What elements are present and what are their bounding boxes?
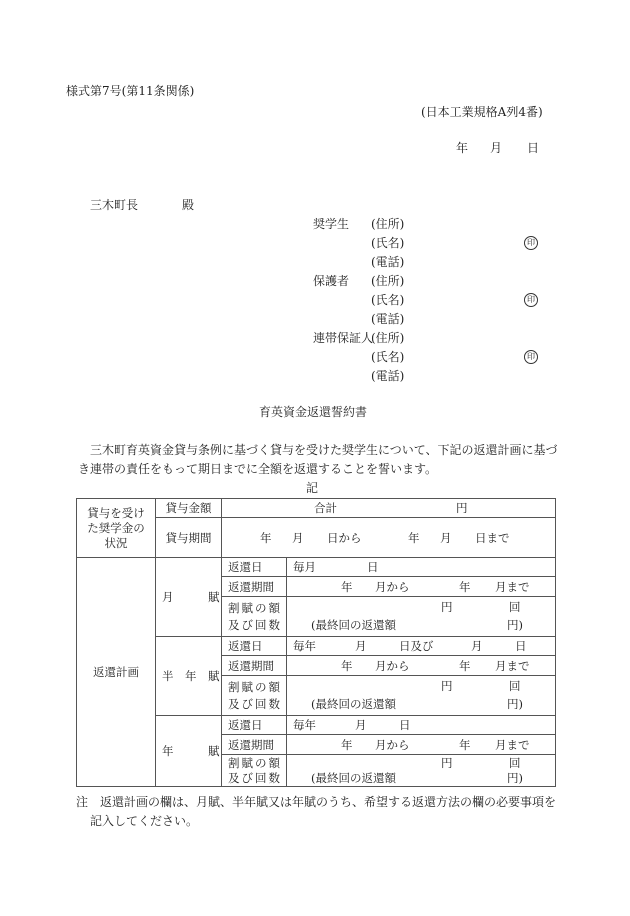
phone-field-label[interactable]: (電話)	[371, 312, 405, 326]
seal-icon: 印	[524, 236, 538, 250]
period-part: 月まで	[495, 659, 530, 673]
address-field-label[interactable]: (住所)	[371, 217, 405, 231]
period-part: 年	[459, 738, 471, 752]
period-part: 年	[459, 580, 471, 594]
date-part: 日	[399, 718, 411, 732]
seal-icon: 印	[524, 350, 538, 364]
total-label: 合計	[314, 501, 337, 515]
name-field-label[interactable]: (氏名)	[371, 293, 405, 307]
date-part: 毎年	[293, 718, 316, 732]
loan-status-label	[77, 499, 156, 558]
repayment-table	[76, 498, 556, 787]
installment-label	[222, 676, 287, 716]
party-role: 奨学生	[313, 217, 350, 231]
date-part: 毎月	[293, 560, 316, 574]
period-part: 年	[341, 659, 353, 673]
name-field-label[interactable]: (氏名)	[371, 350, 405, 364]
ki-heading: 記	[306, 481, 319, 495]
period-part: 年	[341, 580, 353, 594]
date-part: 日	[515, 639, 527, 653]
count-unit: 回	[509, 600, 521, 614]
yen-unit: 円	[441, 756, 453, 770]
date-part: 毎年	[293, 639, 316, 653]
repayment-date-cell[interactable]	[287, 716, 556, 735]
note-line2: 記入してください。	[90, 814, 199, 828]
final-amount-label: (最終回の返還額	[311, 771, 396, 785]
label-line: た奨学金の	[87, 520, 145, 535]
installment-label	[222, 597, 287, 637]
phone-field-label[interactable]: (電話)	[371, 255, 405, 269]
party-role: 連帯保証人	[313, 331, 374, 345]
repayment-period-label: 返還期間	[222, 577, 287, 597]
date-part: 月	[355, 718, 367, 732]
label-line: 割賦の額	[228, 679, 282, 694]
date-part: 月	[471, 639, 483, 653]
method-monthly: 月 賦	[156, 558, 222, 637]
repayment-period-label: 返還期間	[222, 735, 287, 755]
final-amount-label: (最終回の返還額	[311, 618, 396, 632]
party-role: 保護者	[313, 274, 350, 288]
repayment-date-label: 返還日	[222, 558, 287, 577]
installment-cell[interactable]	[287, 597, 556, 637]
period-part: 月	[292, 531, 304, 545]
period-part: 月まで	[495, 738, 530, 752]
period-part: 月まで	[495, 580, 530, 594]
repayment-date-label: 返還日	[222, 716, 287, 735]
date-part: 日	[367, 560, 379, 574]
label-line: 及び回数	[228, 617, 282, 632]
installment-label	[222, 755, 287, 787]
repayment-period-cell[interactable]	[287, 735, 556, 755]
addressee-name: 三木町長	[90, 198, 139, 212]
date-day-label: 日	[527, 141, 540, 155]
date-part: 月	[355, 639, 367, 653]
paper-size-note: (日本工業規格A列4番)	[421, 105, 543, 119]
yen-unit: 円	[441, 600, 453, 614]
period-part: 日まで	[475, 531, 510, 545]
phone-field-label[interactable]: (電話)	[371, 369, 405, 383]
loan-period-label: 貸与期間	[156, 518, 222, 558]
repayment-period-cell[interactable]	[287, 577, 556, 597]
repayment-period-label: 返還期間	[222, 656, 287, 676]
repayment-plan-label: 返還計画	[77, 558, 156, 787]
loan-period-cell[interactable]	[222, 518, 556, 558]
body-text-line1: 三木町育英資金貸与条例に基づく貸与を受けた奨学生について、下記の返還計画に基づ	[90, 443, 558, 457]
label-line: 及び回数	[228, 770, 282, 785]
date-year-label: 年	[456, 141, 469, 155]
count-unit: 回	[509, 679, 521, 693]
label-line: 割賦の額	[228, 600, 282, 615]
period-part: 月から	[375, 659, 410, 673]
yen-unit: 円	[441, 679, 453, 693]
name-field-label[interactable]: (氏名)	[371, 236, 405, 250]
loan-amount-label: 貸与金額	[156, 499, 222, 518]
repayment-period-cell[interactable]	[287, 656, 556, 676]
note-line1: 注 返還計画の欄は、月賦、半年賦又は年賦のうち、希望する返還方法の欄の必要事項を	[76, 795, 557, 809]
installment-cell[interactable]	[287, 676, 556, 716]
installment-cell[interactable]	[287, 755, 556, 787]
period-part: 日から	[327, 531, 362, 545]
label-line: 割賦の額	[228, 755, 282, 770]
period-part: 月から	[375, 738, 410, 752]
period-part: 年	[459, 659, 471, 673]
yen-unit: 円	[456, 501, 468, 515]
date-part: 日及び	[399, 639, 434, 653]
document-title: 育英資金返還誓約書	[259, 405, 368, 419]
final-amount-unit: 円)	[507, 697, 523, 711]
final-amount-unit: 円)	[507, 771, 523, 785]
final-amount-unit: 円)	[507, 618, 523, 632]
address-field-label[interactable]: (住所)	[371, 274, 405, 288]
method-annual: 年 賦	[156, 716, 222, 787]
repayment-date-label: 返還日	[222, 637, 287, 656]
repayment-date-cell[interactable]	[287, 637, 556, 656]
period-part: 年	[341, 738, 353, 752]
period-part: 月から	[375, 580, 410, 594]
date-month-label: 月	[490, 141, 503, 155]
address-field-label[interactable]: (住所)	[371, 331, 405, 345]
repayment-date-cell[interactable]	[287, 558, 556, 577]
label-line: 貸与を受け	[87, 505, 145, 520]
count-unit: 回	[509, 756, 521, 770]
period-part: 年	[260, 531, 272, 545]
final-amount-label: (最終回の返還額	[311, 697, 396, 711]
label-line: 状況	[104, 535, 128, 550]
label-line: 及び回数	[228, 696, 282, 711]
period-part: 月	[440, 531, 452, 545]
body-text-line2: き連帯の責任をもって期日までに全額を返還することを誓います。	[78, 462, 438, 476]
loan-amount-cell[interactable]	[222, 499, 556, 518]
form-number: 様式第7号(第11条関係)	[66, 84, 195, 98]
addressee-honorific: 殿	[182, 198, 195, 212]
period-part: 年	[408, 531, 420, 545]
method-semiannual: 半 年 賦	[156, 637, 222, 716]
seal-icon: 印	[524, 293, 538, 307]
